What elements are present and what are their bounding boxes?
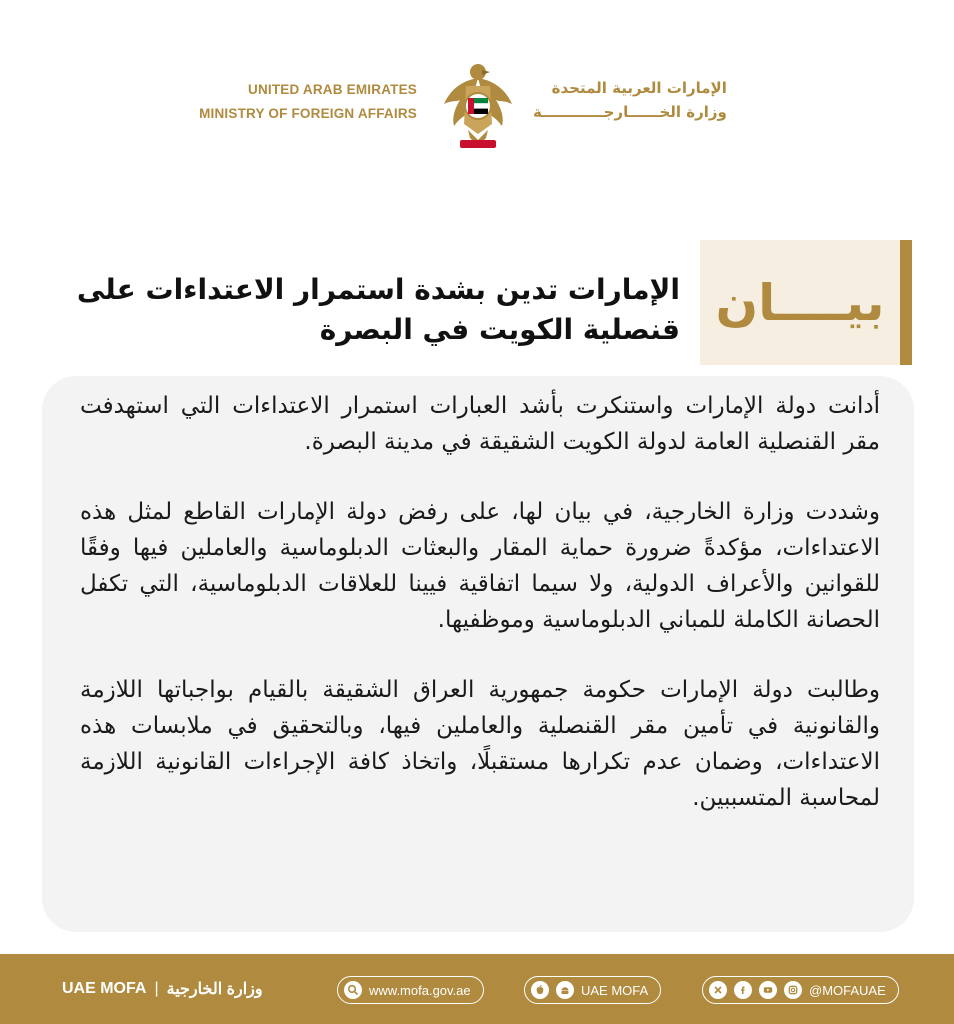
social-handle: @MOFAUAE: [809, 982, 886, 998]
statement-tag: [700, 240, 912, 365]
android-icon: [556, 981, 574, 999]
headline-line-1: الإمارات تدين بشدة استمرار الاعتداءات على: [76, 273, 680, 306]
footer-brand: [62, 954, 263, 1024]
facebook-icon: [734, 981, 752, 999]
body-paragraph-2: وشددت وزارة الخارجية، في بيان لها، على رفض دولة الإمارات القاطع لمثل هذه الاعتداءات، مؤكدةً ضرورة حماية المقار والبعثات الدبلوماسية والعاملين فيها وفقًا للقوانين والأعراف الدولية، ولا سيما اتفاقية فيينا للعلاقات الدبلوماسية، التي تكفل الحصانة الكاملة للمباني الدبلوماسية وموظفيها.: [80, 499, 880, 633]
app-store-links[interactable]: [524, 976, 661, 1004]
headline-line-2: قنصلية الكويت في البصرة: [319, 313, 680, 346]
x-icon: [709, 981, 727, 999]
youtube-icon: [759, 981, 777, 999]
apple-icon: [531, 981, 549, 999]
ministry-name-arabic-line2: وزارة الخــــــارجــــــــــــة: [533, 103, 727, 121]
ministry-name-arabic: [533, 76, 727, 124]
instagram-icon: [784, 981, 802, 999]
footer-brand-arabic: وزارة الخارجية: [166, 981, 263, 998]
uae-falcon-emblem-icon: [438, 60, 518, 155]
footer-brand-separator: |: [154, 980, 159, 997]
footer-bar: [0, 954, 954, 1024]
statement-tag-label: بيــــان: [715, 273, 885, 332]
app-label: UAE MOFA: [581, 982, 649, 998]
search-icon: [344, 981, 362, 999]
ministry-name-arabic-line1: الإمارات العربية المتحدة: [551, 79, 727, 97]
website-link-text: www.mofa.gov.ae: [369, 982, 471, 998]
ministry-name-english-line1: UNITED ARAB EMIRATES: [248, 82, 417, 97]
body-paragraph-1: أدانت دولة الإمارات واستنكرت بأشد العبارات استمرار الاعتداءات التي استهدفت مقر القنصلية العامة لدولة الكويت الشقيقة في مدينة البصرة.: [80, 393, 880, 455]
footer-brand-english: UAE MOFA: [62, 980, 147, 997]
website-link[interactable]: [337, 976, 484, 1004]
ministry-name-english-line2: MINISTRY OF FOREIGN AFFAIRS: [199, 106, 417, 121]
ministry-name-english: [199, 78, 417, 126]
statement-headline: [40, 270, 680, 350]
body-paragraph-3: وطالبت دولة الإمارات حكومة جمهورية العراق الشقيقة بالقيام بواجباتها اللازمة والقانونية في تأمين مقر القنصلية والعاملين فيها، وبالتحقيق في ملابسات هذه الاعتداءات، وضمان عدم تكرارها مستقبلًا، واتخاذ كافة الإجراءات القانونية اللازمة لمحاسبة المتسببين.: [80, 677, 880, 811]
statement-body: [80, 388, 880, 816]
social-links[interactable]: [702, 976, 899, 1004]
statement-tag-accent-bar: [900, 240, 912, 365]
